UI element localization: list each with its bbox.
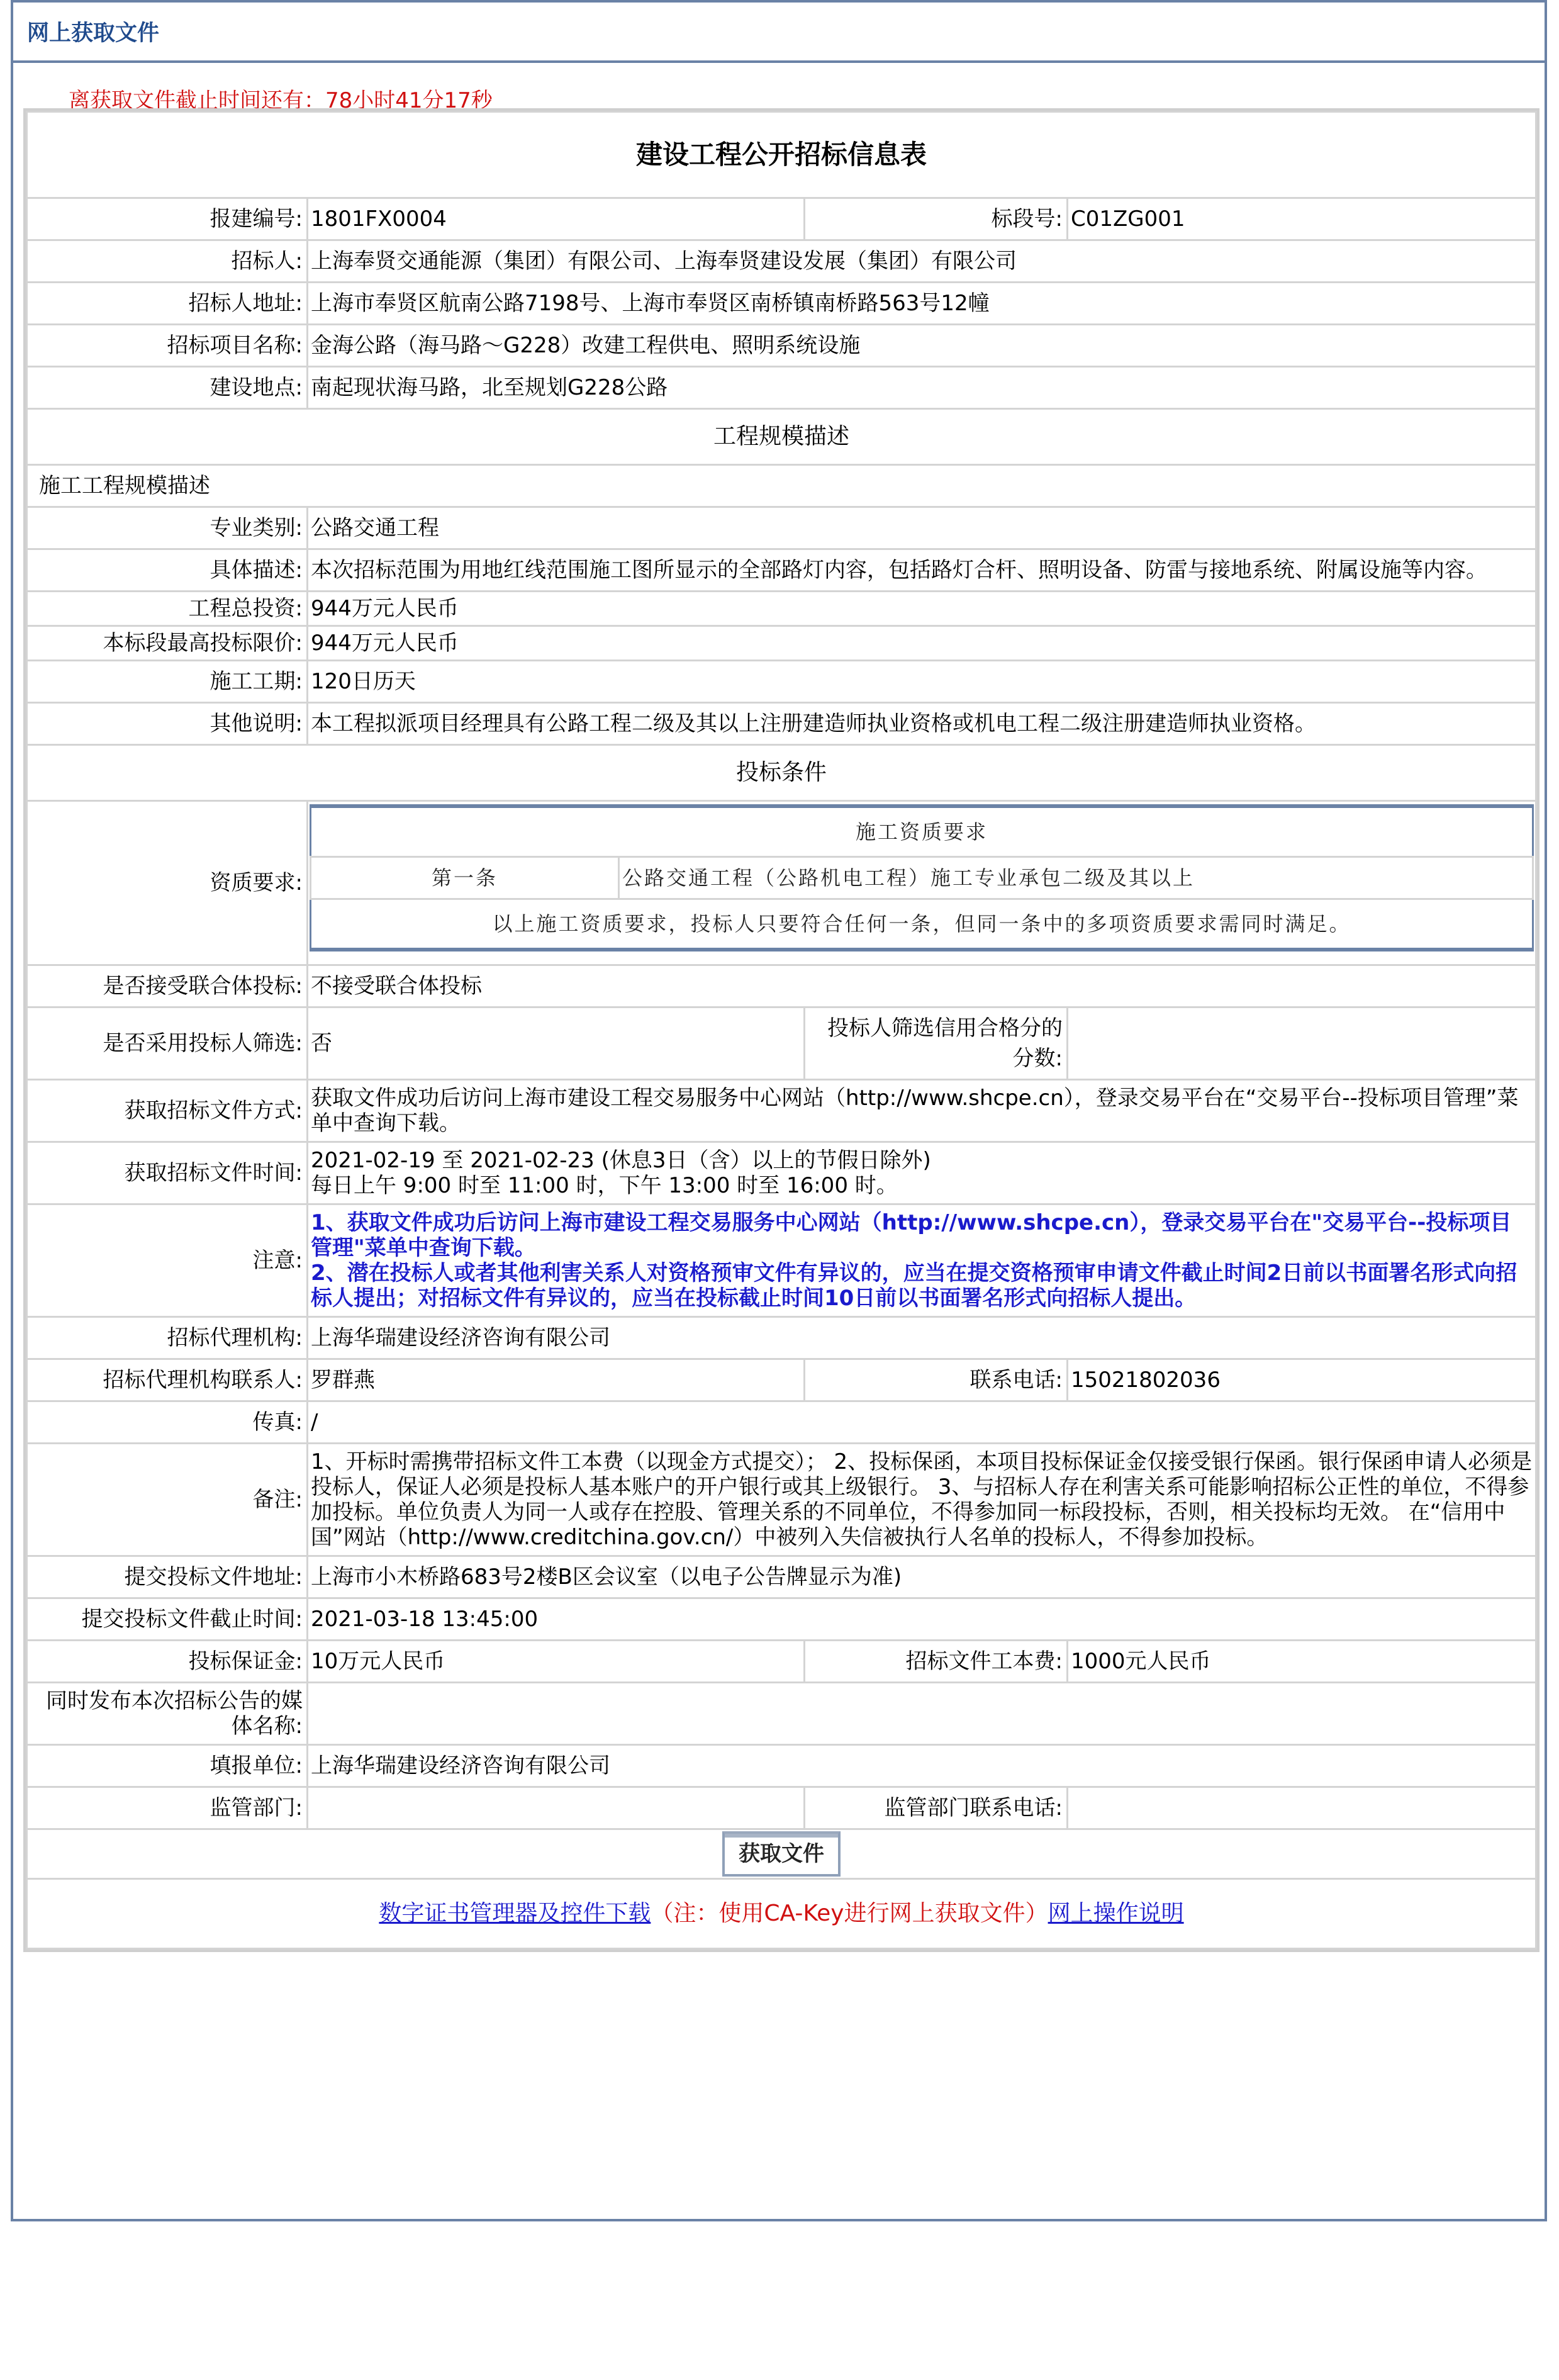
desc-value: 本次招标范围为用地红线范围施工图所显示的全部路灯内容，包括路灯合杆、照明设备、防雷与接地系统、附属设施等内容。 [308,549,1536,592]
supervisor-value [308,1787,805,1829]
get-file-button[interactable]: 获取文件 [722,1831,841,1877]
table-title: 建设工程公开招标信息表 [27,112,1536,198]
period-value: 120日历天 [308,661,1536,703]
panel-header [13,3,1545,63]
qualification-cell [308,801,1536,965]
max-price-value: 944万元人民币 [308,626,1536,661]
table-row [27,703,1536,745]
deposit-value: 10万元人民币 [308,1641,805,1683]
deadline-value: 2021-03-18 13:45:00 [308,1598,1536,1641]
table-row [27,1359,1536,1401]
qualification-label: 资质要求: [27,801,308,965]
remarks-value: 1、开标时需携带招标文件工本费（以现金方式提交）； 2、投标保函，本项目投标保证金仅接受银行保函。银行保函申请人必须是投标人，保证人必须是投标人基本账户的开户银行或其上级银行。 3、与招标人存在利害关系可能影响招标公正性的单位，不得参加投标。单位负责人为同一人或存在控股、管理关系的不同单位，不得参加同一标段投标，否则，相关投标均无效。 在“信用中国”网站（http://www.creditchina.gov.cn/）中被列入失信被执行人名单的投标人，不得参加投标。 [308,1444,1536,1556]
project-value: 金海公路（海马路～G228）改建工程供电、照明系统设施 [308,325,1536,367]
table-row [27,1401,1536,1444]
operation-guide-link[interactable]: 网上操作说明 [1048,1900,1184,1926]
table-row [27,283,1536,325]
table-row [27,1787,1536,1829]
notice-item-2: 2、潜在投标人或者其他利害关系人对资格预审文件有异议的，应当在提交资格预审申请文件截止时间2日前以书面署名形式向招标人提出；对招标文件有异议的，应当在投标截止时间10日前以书面署名形式向招标人提出。 [311,1260,1517,1311]
table-row [27,1142,1536,1204]
ca-key-note: （注：使用CA-Key进行网上获取文件） [651,1900,1048,1926]
qualification-item-text: 公路交通工程（公路机电工程）施工专业承包二级及其以上 [619,857,1533,899]
qualification-item [311,857,1533,899]
panel-title: 网上获取文件 [27,21,160,46]
agency-label: 招标代理机构: [27,1317,308,1359]
method-label: 获取招标文件方式: [27,1080,308,1142]
tenderer-value: 上海奉贤交通能源（集团）有限公司、上海奉贤建设发展（集团）有限公司 [308,240,1536,283]
media-label: 同时发布本次招标公告的媒体名称: [27,1683,308,1745]
cert-download-link[interactable]: 数字证书管理器及控件下载 [379,1900,651,1926]
contact-value: 罗群燕 [308,1359,805,1401]
phone-value: 15021802036 [1068,1359,1536,1401]
category-label: 专业类别: [27,507,308,549]
section-no-value: C01ZG001 [1068,198,1536,240]
time-value [308,1142,1536,1204]
doc-fee-value: 1000元人民币 [1068,1641,1536,1683]
get-file-panel [11,0,1547,2221]
agency-value: 上海华瑞建设经济咨询有限公司 [308,1317,1536,1359]
table-row [27,801,1536,965]
method-value: 获取文件成功后访问上海市建设工程交易服务中心网站（http://www.shcpe.cn），登录交易平台在“交易平台--投标项目管理”菜单中查询下载。 [308,1080,1536,1142]
site-value: 南起现状海马路，北至规划G228公路 [308,367,1536,409]
fax-value: / [308,1401,1536,1444]
other-value: 本工程拟派项目经理具有公路工程二级及其以上注册建造师执业资格或机电工程二级注册建造师执业资格。 [308,703,1536,745]
table-row [27,325,1536,367]
table-row [27,198,1536,240]
filler-label: 填报单位: [27,1745,308,1787]
countdown-text: 离获取文件截止时间还有：78小时41分17秒 [69,88,493,113]
bid-no-label: 报建编号: [27,198,308,240]
time-label: 获取招标文件时间: [27,1142,308,1204]
fax-label: 传真: [27,1401,308,1444]
notice-value [308,1204,1536,1317]
contact-label: 招标代理机构联系人: [27,1359,308,1401]
bid-no-value: 1801FX0004 [308,198,805,240]
invest-label: 工程总投资: [27,592,308,626]
address-label: 招标人地址: [27,283,308,325]
media-value [308,1683,1536,1745]
table-row [27,1745,1536,1787]
table-row [27,1683,1536,1745]
action-cell [27,1829,1536,1879]
table-row [27,1641,1536,1683]
invest-value: 944万元人民币 [308,592,1536,626]
notice-item-1: 1、获取文件成功后访问上海市建设工程交易服务中心网站（http://www.shcpe.cn），登录交易平台在"交易平台--投标项目管理"菜单中查询下载。 [311,1210,1512,1260]
qualification-table [310,804,1534,951]
tender-info-table [23,108,1539,1952]
table-row [27,240,1536,283]
section-no-label: 标段号: [805,198,1068,240]
remarks-label: 备注: [27,1444,308,1556]
phone-label: 联系电话: [805,1359,1068,1401]
category-value: 公路交通工程 [308,507,1536,549]
qualification-footer: 以上施工资质要求，投标人只要符合任何一条，但同一条中的多项资质要求需同时满足。 [311,899,1533,950]
table-row [27,1317,1536,1359]
consortium-value: 不接受联合体投标 [308,965,1536,1008]
site-label: 建设地点: [27,367,308,409]
address-value: 上海市奉贤区航南公路7198号、上海市奉贤区南桥镇南桥路563号12幢 [308,283,1536,325]
desc-label: 具体描述: [27,549,308,592]
table-row [27,549,1536,592]
credit-score-value [1068,1008,1536,1080]
supervisor-phone-label: 监管部门联系电话: [805,1787,1068,1829]
qualification-header: 施工资质要求 [311,806,1533,857]
table-row [27,1080,1536,1142]
tenderer-label: 招标人: [27,240,308,283]
max-price-label: 本标段最高投标限价: [27,626,308,661]
conditions-section-header: 投标条件 [27,745,1536,801]
other-label: 其他说明: [27,703,308,745]
submit-address-label: 提交投标文件地址: [27,1556,308,1598]
table-row [27,367,1536,409]
time-hours: 每日上午 9:00 时至 11:00 时，下午 13:00 时至 16:00 时。 [311,1173,898,1198]
table-row [27,1008,1536,1080]
screening-value: 否 [308,1008,805,1080]
deadline-label: 提交投标文件截止时间: [27,1598,308,1641]
supervisor-phone-value [1068,1787,1536,1829]
qualification-item-name: 第一条 [311,857,619,899]
doc-fee-label: 招标文件工本费: [805,1641,1068,1683]
submit-address-value: 上海市小木桥路683号2楼B区会议室（以电子公告牌显示为准) [308,1556,1536,1598]
table-row [27,661,1536,703]
scale-section-header: 工程规模描述 [27,409,1536,465]
filler-value: 上海华瑞建设经济咨询有限公司 [308,1745,1536,1787]
time-range: 2021-02-19 至 2021-02-23 (休息3日（含）以上的节假日除外) [311,1148,931,1173]
period-label: 施工工期: [27,661,308,703]
table-row [27,1204,1536,1317]
table-row [27,626,1536,661]
table-row [27,1556,1536,1598]
credit-score-label: 投标人筛选信用合格分的分数: [805,1008,1068,1080]
project-label: 招标项目名称: [27,325,308,367]
consortium-label: 是否接受联合体投标: [27,965,308,1008]
table-row [27,1598,1536,1641]
deposit-label: 投标保证金: [27,1641,308,1683]
notice-label: 注意: [27,1204,308,1317]
table-row [27,507,1536,549]
supervisor-label: 监管部门: [27,1787,308,1829]
table-row [27,965,1536,1008]
scale-subheader: 施工工程规模描述 [27,465,1536,507]
screening-label: 是否采用投标人筛选: [27,1008,308,1080]
table-row [27,592,1536,626]
links-cell [27,1879,1536,1949]
table-row [27,1444,1536,1556]
